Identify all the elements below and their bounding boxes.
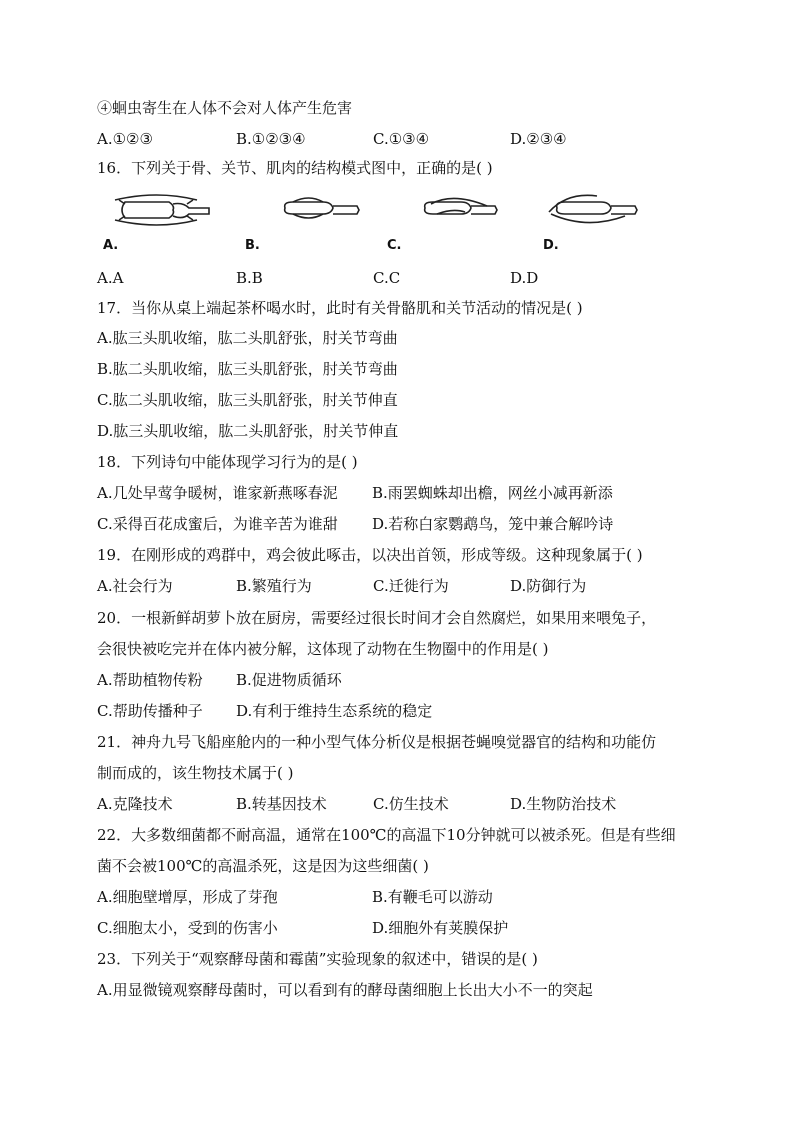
q19-option-b: B.繁殖行为: [236, 577, 312, 595]
q21-stem-line1: 21．神舟九号飞船座舱内的一种小型气体分析仪是根据苍蝇嗅觉器官的结构和功能仿: [97, 733, 657, 751]
q21-stem-line2: 制而成的，该生物技术属于( ): [97, 764, 294, 782]
q18-stem: 18．下列诗句中能体现学习行为的是( ): [97, 453, 358, 471]
bone-muscle-diagram: [97, 188, 667, 258]
q22-option-c: C.细胞太小，受到的伤害小: [97, 919, 278, 937]
q17-option-b: B.肱二头肌收缩，肱三头肌舒张，肘关节弯曲: [97, 360, 398, 378]
q20-stem-line1: 20．一根新鲜胡萝卜放在厨房，需要经过很长时间才会自然腐烂，如果用来喂兔子，: [97, 609, 657, 627]
q19-stem: 19．在刚形成的鸡群中，鸡会彼此啄击，以决出首领，形成等级。这种现象属于( ): [97, 546, 643, 564]
q21-option-c: C.仿生技术: [373, 795, 449, 813]
q22-stem-line2: 菌不会被100℃的高温杀死，这是因为这些细菌( ): [97, 857, 429, 875]
q17-option-d: D.肱三头肌收缩，肱二头肌舒张，肘关节伸直: [97, 422, 399, 440]
q15-option-a: A.①②③: [97, 130, 153, 148]
q16-option-a: A.A: [97, 269, 124, 287]
q22-option-d: D.细胞外有荚膜保护: [372, 919, 509, 937]
q18-option-c: C.采得百花成蜜后，为谁辛苦为谁甜: [97, 515, 338, 533]
q15-statement-4: ④蛔虫寄生在人体不会对人体产生危害: [97, 99, 353, 117]
q17-option-c: C.肱二头肌收缩，肱三头肌舒张，肘关节伸直: [97, 391, 398, 409]
figure-label-d: D.: [543, 238, 559, 253]
q16-stem: 16．下列关于骨、关节、肌肉的结构模式图中，正确的是( ): [97, 159, 493, 177]
q22-option-a: A.细胞壁增厚，形成了芽孢: [97, 888, 278, 906]
q18-option-a: A.几处早莺争暖树，谁家新燕啄春泥: [97, 484, 338, 502]
q17-stem: 17．当你从桌上端起茶杯喝水时，此时有关骨骼肌和关节活动的情况是( ): [97, 299, 583, 317]
figure-label-b: B.: [245, 238, 260, 253]
q19-option-c: C.迁徙行为: [373, 577, 449, 595]
diagram-b: [285, 198, 359, 218]
q19-option-d: D.防御行为: [510, 577, 587, 595]
q16-option-d: D.D: [510, 269, 539, 287]
q21-option-b: B.转基因技术: [236, 795, 327, 813]
q17-option-a: A.肱三头肌收缩，肱二头肌舒张，肘关节弯曲: [97, 329, 398, 347]
q19-option-a: A.社会行为: [97, 577, 173, 595]
q21-option-a: A.克隆技术: [97, 795, 173, 813]
q15-option-c: C.①③④: [373, 130, 430, 148]
diagram-c: [425, 198, 497, 214]
diagram-d: [549, 195, 637, 222]
q18-option-d: D.若称白家鹦鹉鸟，笼中兼合解吟诗: [372, 515, 614, 533]
q16-option-c: C.C: [373, 269, 401, 287]
q16-option-b: B.B: [236, 269, 263, 287]
q21-option-d: D.生物防治技术: [510, 795, 617, 813]
bone-muscle-figure: [97, 188, 667, 258]
q18-option-b: B.雨罢蜘蛛却出檐，网丝小减再新添: [372, 484, 613, 502]
figure-label-c: C.: [387, 238, 402, 253]
q20-option-b: B.促进物质循环: [236, 671, 342, 689]
q22-option-b: B.有鞭毛可以游动: [372, 888, 493, 906]
q23-stem: 23．下列关于“观察酵母菌和霉菌”实验现象的叙述中，错误的是( ): [97, 950, 538, 968]
diagram-a: [115, 195, 209, 225]
q20-option-a: A.帮助植物传粉: [97, 671, 203, 689]
q15-option-b: B.①②③④: [236, 130, 306, 148]
q15-option-d: D.②③④: [510, 130, 567, 148]
q20-option-c: C.帮助传播种子: [97, 702, 203, 720]
q20-stem-line2: 会很快被吃完并在体内被分解，这体现了动物在生物圈中的作用是( ): [97, 640, 549, 658]
figure-label-a: A.: [103, 238, 119, 253]
q23-option-a: A.用显微镜观察酵母菌时，可以看到有的酵母菌细胞上长出大小不一的突起: [97, 981, 593, 999]
q20-option-d: D.有利于维持生态系统的稳定: [236, 702, 433, 720]
q22-stem-line1: 22．大多数细菌都不耐高温，通常在100℃的高温下10分钟就可以被杀死。但是有些细: [97, 826, 676, 844]
